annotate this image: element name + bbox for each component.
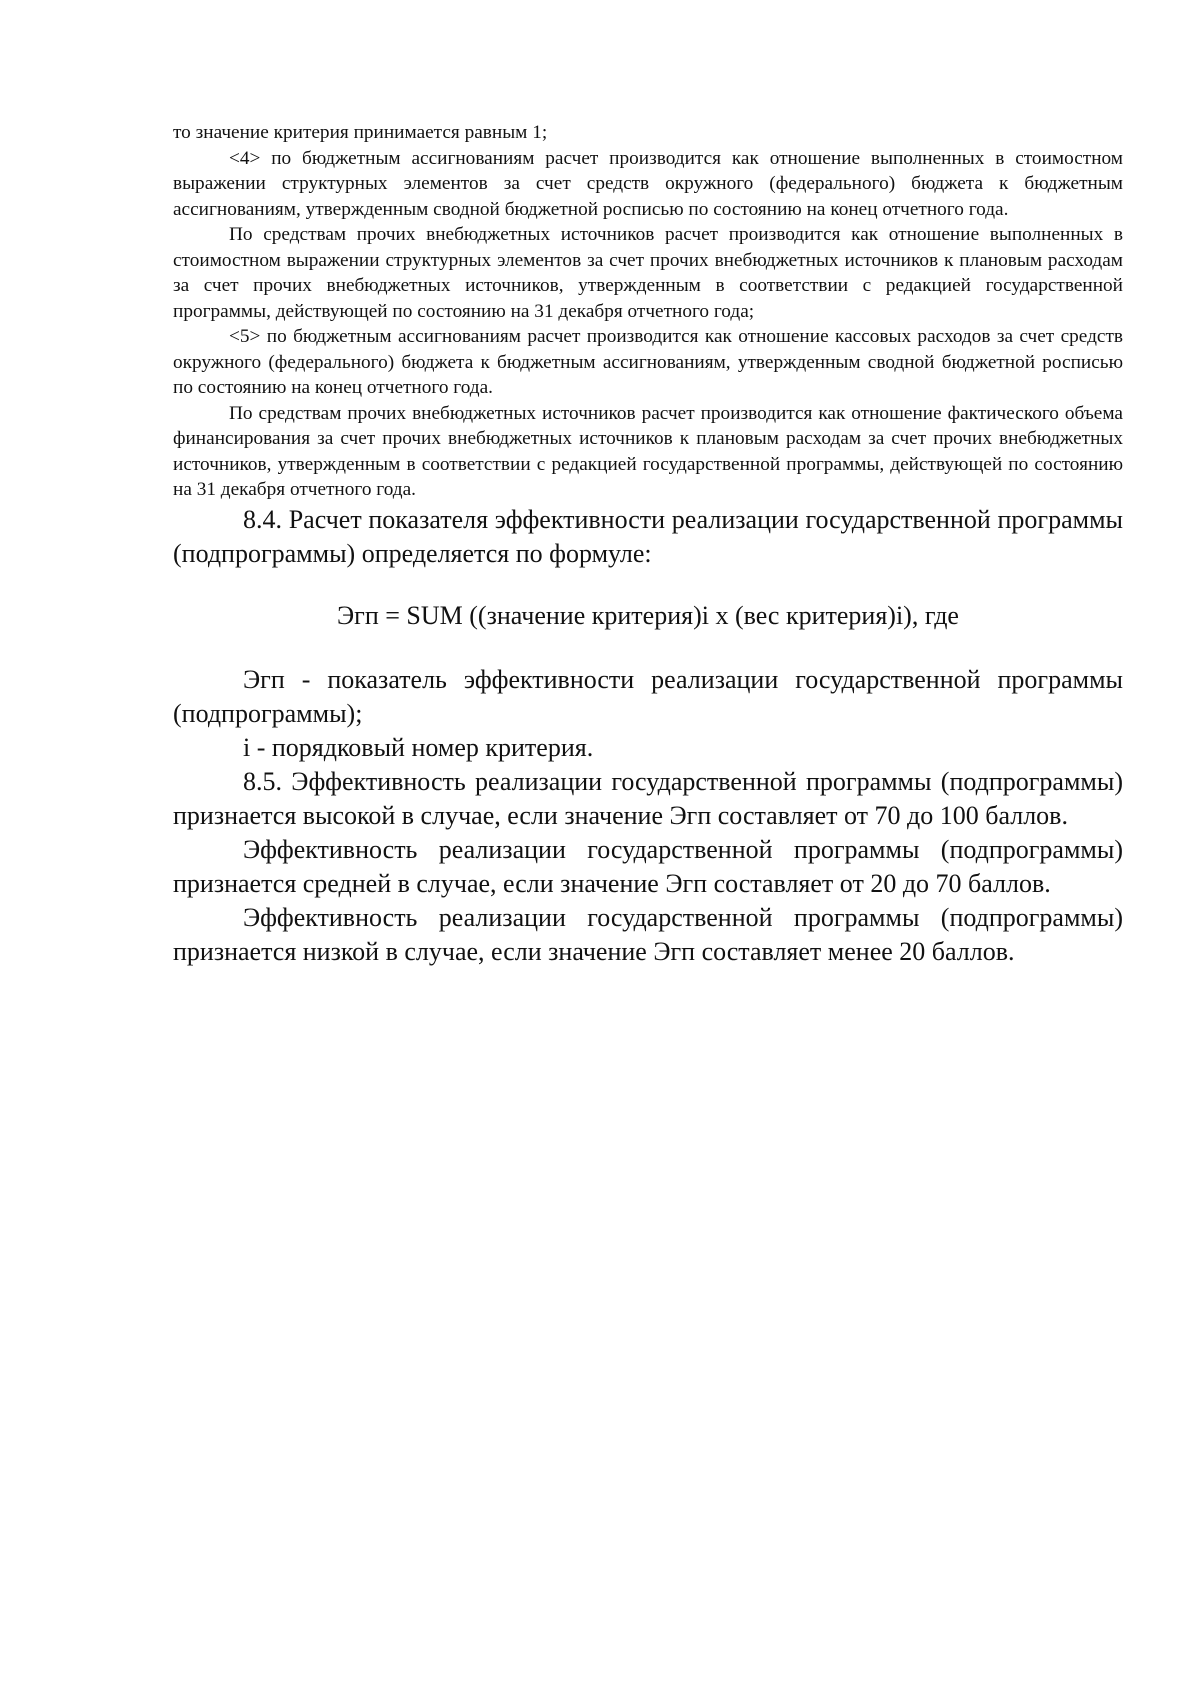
document-page xyxy=(173,120,1123,969)
definition-i: i - порядковый номер критерия. xyxy=(243,732,594,762)
paragraph-criterion-value: то значение критерия принимается равным 1; xyxy=(173,122,548,143)
section-8-5: 8.5. Эффективность реализации государственной программы (подпрограммы) признается высокой в случае, если значение Эгп составляет от 70 до 100 баллов. xyxy=(173,766,1123,830)
paragraph-extrabudgetary-1: По средствам прочих внебюджетных источников расчет производится как отношение выполненных в стоимостном выражении структурных элементов за счет прочих внебюджетных источников к плановым расходам за счет прочих внебюджетных источников, утвержденным в соответствии с редакцией государственной программы, действующей по состоянию на 31 декабря отчетного года; xyxy=(173,224,1123,322)
efficiency-low: Эффективность реализации государственной программы (подпрограммы) признается низкой в случае, если значение Эгп составляет менее 20 баллов. xyxy=(173,902,1123,966)
paragraph-extrabudgetary-2: По средствам прочих внебюджетных источников расчет производится как отношение фактического объема финансирования за счет прочих внебюджетных источников к плановым расходам за счет прочих внебюджетных источников, утвержденным в соответствии с редакцией государственной программы, действующей по состоянию на 31 декабря отчетного года. xyxy=(173,402,1123,500)
efficiency-formula: Эгп = SUM ((значение критерия)i x (вес критерия)i), где xyxy=(337,600,959,630)
paragraph-note-4: <4> по бюджетным ассигнованиям расчет производится как отношение выполненных в стоимостном выражении структурных элементов за счет средств окружного (федерального) бюджета к бюджетным ассигнованиям, утвержденным сводной бюджетной росписью по состоянию на конец отчетного года. xyxy=(173,147,1123,220)
section-8-4: 8.4. Расчет показателя эффективности реализации государственной программы (подпрограммы) определяется по формуле: xyxy=(173,504,1123,568)
definition-egp: Эгп - показатель эффективности реализации государственной программы (подпрограммы); xyxy=(173,664,1123,728)
paragraph-note-5: <5> по бюджетным ассигнованиям расчет производится как отношение кассовых расходов за счет средств окружного (федерального) бюджета к бюджетным ассигнованиям, утвержденным сводной бюджетной росписью по состоянию на конец отчетного года. xyxy=(173,326,1123,398)
efficiency-medium: Эффективность реализации государственной программы (подпрограммы) признается средней в случае, если значение Эгп составляет от 20 до 70 баллов. xyxy=(173,834,1123,898)
